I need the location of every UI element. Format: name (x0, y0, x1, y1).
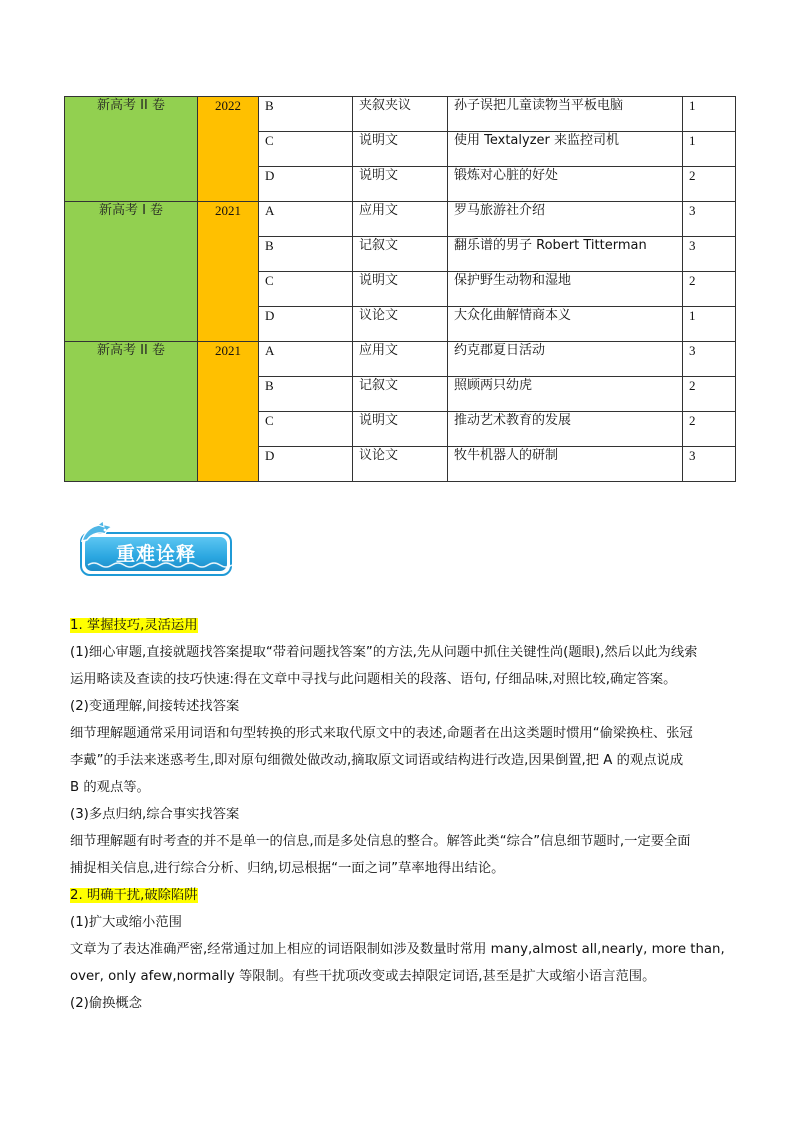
exam-year-cell: 2022 (198, 97, 259, 202)
genre-cell: 议论文 (353, 307, 448, 342)
genre-cell: 说明文 (353, 412, 448, 447)
paragraph: B 的观点等。 (70, 780, 150, 795)
subheading: (1)扩大或缩小范围 (70, 915, 182, 930)
genre-cell: 议论文 (353, 447, 448, 482)
topic-cell: 孙子误把儿童读物当平板电脑 (448, 97, 683, 132)
genre-cell: 说明文 (353, 132, 448, 167)
explanation-content (70, 612, 730, 1017)
exam-name-cell: 新高考 II 卷 (65, 97, 198, 202)
score-cell: 1 (683, 97, 736, 132)
table-row (65, 202, 736, 237)
passage-cell: B (259, 377, 353, 412)
score-cell: 3 (683, 237, 736, 272)
passage-cell: C (259, 412, 353, 447)
score-cell: 3 (683, 342, 736, 377)
passage-cell: C (259, 132, 353, 167)
genre-cell: 记叙文 (353, 377, 448, 412)
exam-year-cell: 2021 (198, 342, 259, 482)
score-cell: 2 (683, 272, 736, 307)
paragraph: 细节理解题有时考查的并不是单一的信息,而是多处信息的整合。解答此类“综合”信息细节题时,一定要全面 (70, 834, 691, 849)
score-cell: 2 (683, 377, 736, 412)
passage-cell: B (259, 97, 353, 132)
subheading: (2)变通理解,间接转述找答案 (70, 699, 240, 714)
score-cell: 1 (683, 132, 736, 167)
genre-cell: 夹叙夹议 (353, 97, 448, 132)
genre-cell: 应用文 (353, 202, 448, 237)
paragraph: (1)细心审题,直接就题找答案提取“带着问题找答案”的方法,先从问题中抓住关键性尚(题眼),然后以此为线索 (70, 645, 698, 660)
exam-name-cell: 新高考 II 卷 (65, 342, 198, 482)
section-heading-1: 1. 掌握技巧,灵活运用 (70, 618, 198, 633)
exam-name-cell: 新高考 I 卷 (65, 202, 198, 342)
genre-cell: 应用文 (353, 342, 448, 377)
topic-cell: 牧牛机器人的研制 (448, 447, 683, 482)
passage-cell: D (259, 307, 353, 342)
topic-cell: 照顾两只幼虎 (448, 377, 683, 412)
passage-cell: A (259, 342, 353, 377)
exam-analysis-table (64, 96, 736, 482)
paragraph: 细节理解题通常采用词语和句型转换的形式来取代原文中的表述,命题者在出这类题时惯用“偷梁换柱、张冠 (70, 726, 693, 741)
table-row (65, 342, 736, 377)
passage-cell: B (259, 237, 353, 272)
section-banner (78, 521, 234, 579)
paragraph: 李戴”的手法来迷惑考生,即对原句细微处做改动,摘取原文词语或结构进行改造,因果倒置,把 A 的观点说成 (70, 753, 684, 768)
score-cell: 2 (683, 412, 736, 447)
genre-cell: 说明文 (353, 167, 448, 202)
topic-cell: 大众化曲解情商本义 (448, 307, 683, 342)
topic-cell: 锻炼对心脏的好处 (448, 167, 683, 202)
paragraph: 捕捉相关信息,进行综合分析、归纳,切忌根据“一面之词”草率地得出结论。 (70, 861, 505, 876)
paragraph: 运用略读及查读的技巧快速:得在文章中寻找与此问题相关的段落、语句, 仔细品味,对照比较,确定答案。 (70, 672, 677, 687)
genre-cell: 说明文 (353, 272, 448, 307)
subheading: (2)偷换概念 (70, 996, 143, 1011)
passage-cell: C (259, 272, 353, 307)
topic-cell: 翻乐谱的男子 Robert Titterman (448, 237, 683, 272)
score-cell: 2 (683, 167, 736, 202)
topic-cell: 推动艺术教育的发展 (448, 412, 683, 447)
genre-cell: 记叙文 (353, 237, 448, 272)
topic-cell: 保护野生动物和湿地 (448, 272, 683, 307)
topic-cell: 约克郡夏日活动 (448, 342, 683, 377)
passage-cell: D (259, 447, 353, 482)
section-heading-2: 2. 明确干扰,破除陷阱 (70, 888, 198, 903)
subheading: (3)多点归纳,综合事实找答案 (70, 807, 240, 822)
score-cell: 3 (683, 447, 736, 482)
topic-cell: 使用 Textalyzer 来监控司机 (448, 132, 683, 167)
banner-title: 重难诠释 (115, 543, 196, 565)
score-cell: 3 (683, 202, 736, 237)
topic-cell: 罗马旅游社介绍 (448, 202, 683, 237)
passage-cell: A (259, 202, 353, 237)
exam-year-cell: 2021 (198, 202, 259, 342)
score-cell: 1 (683, 307, 736, 342)
paragraph: over, only afew,normally 等限制。有些干扰项改变或去掉限定词语,甚至是扩大或缩小语言范围。 (70, 969, 656, 984)
paragraph: 文章为了表达准确严密,经常通过加上相应的词语限制如涉及数量时常用 many,almost all,nearly, more than, (70, 942, 725, 957)
passage-cell: D (259, 167, 353, 202)
table-row (65, 97, 736, 132)
